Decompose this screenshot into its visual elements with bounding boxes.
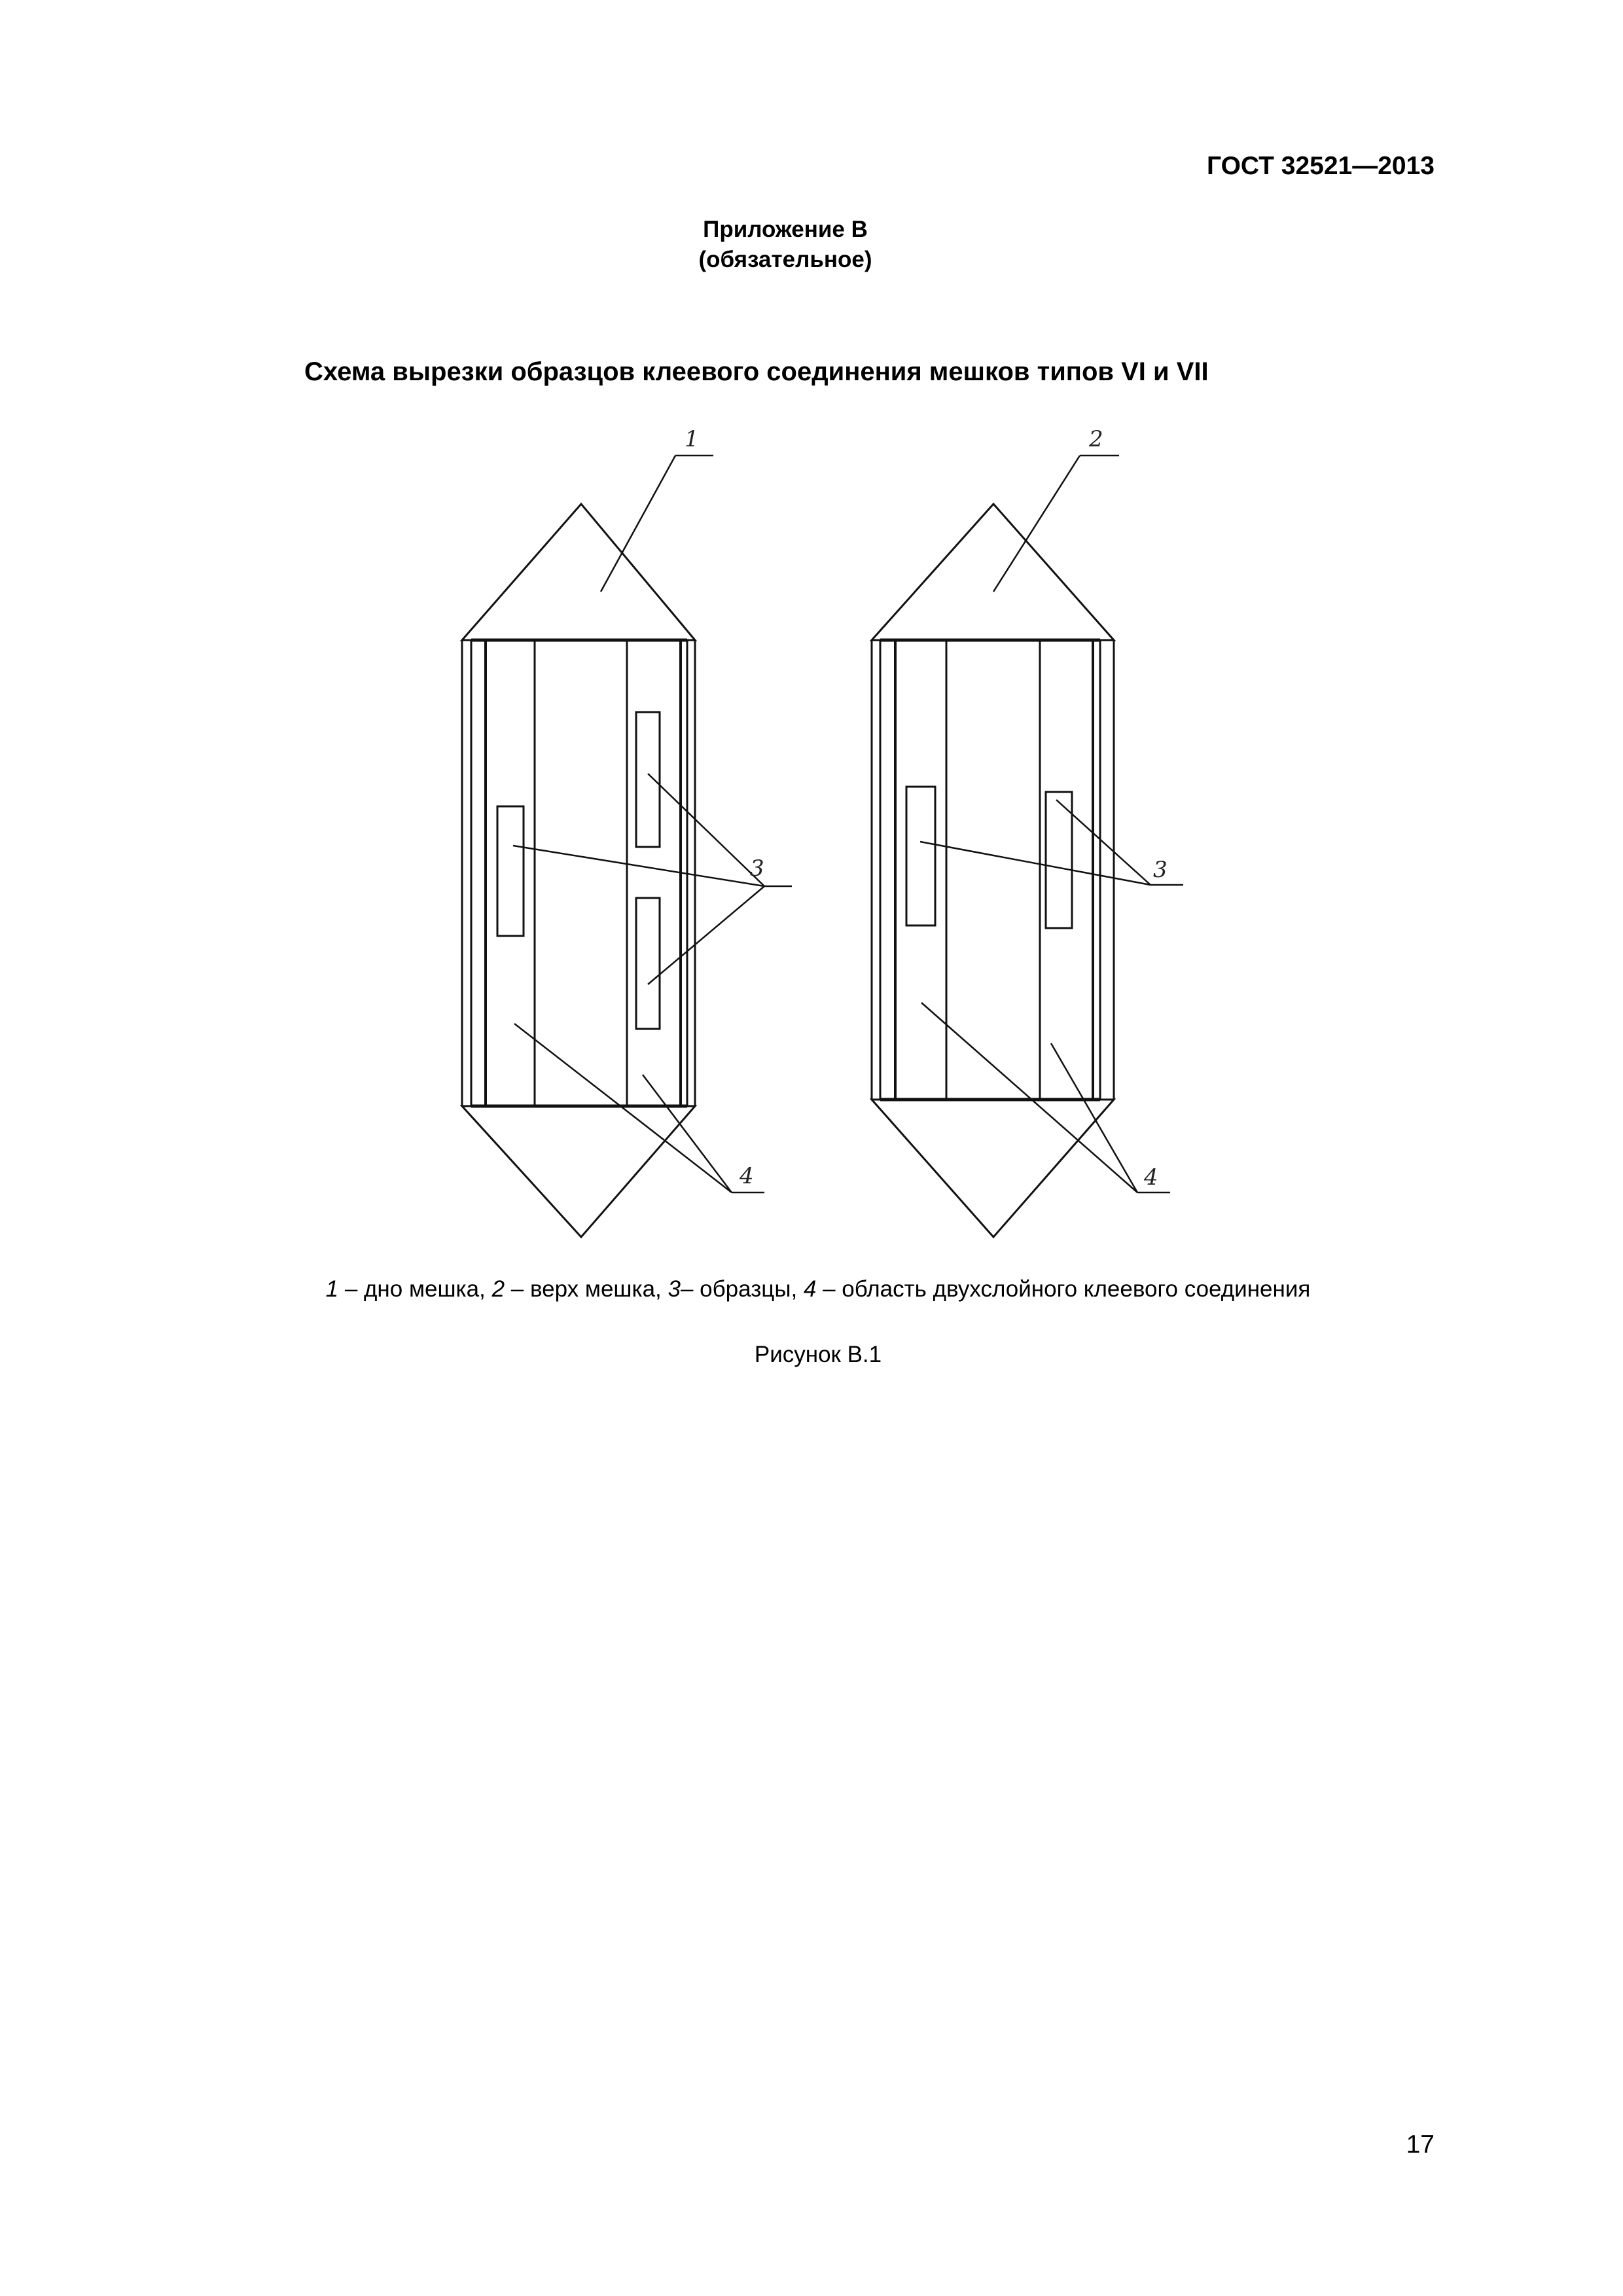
- bag-left: [462, 504, 695, 1237]
- callout-4-right: 4: [1144, 1164, 1158, 1191]
- appendix-title: Приложение В: [703, 217, 868, 242]
- sample-rect: [1046, 792, 1072, 928]
- callout-3-right: 3: [1153, 857, 1168, 883]
- figure-label: Рисунок В.1: [754, 1342, 882, 1367]
- callout-4-left: 4: [740, 1163, 754, 1189]
- callout-3-left: 3: [750, 855, 764, 882]
- sample-rect: [636, 898, 660, 1029]
- figure-legend: 1 – дно мешка, 2 – верх мешка, 3– образцы, 4 – область двухслойного клеевого соединения: [325, 1276, 1311, 1302]
- appendix-status: (обязательное): [698, 247, 872, 272]
- leader-lines: [513, 456, 1183, 1193]
- document-code: ГОСТ 32521—2013: [1207, 152, 1435, 180]
- page-number: 17: [1406, 2130, 1435, 2159]
- sample-rect: [636, 712, 660, 847]
- sample-rect: [497, 806, 524, 936]
- callout-2: 2: [1089, 426, 1103, 452]
- sample-rect: [906, 787, 935, 925]
- figure-title: Схема вырезки образцов клеевого соединения мешков типов VI и VII: [304, 357, 1209, 386]
- callout-1: 1: [685, 426, 699, 452]
